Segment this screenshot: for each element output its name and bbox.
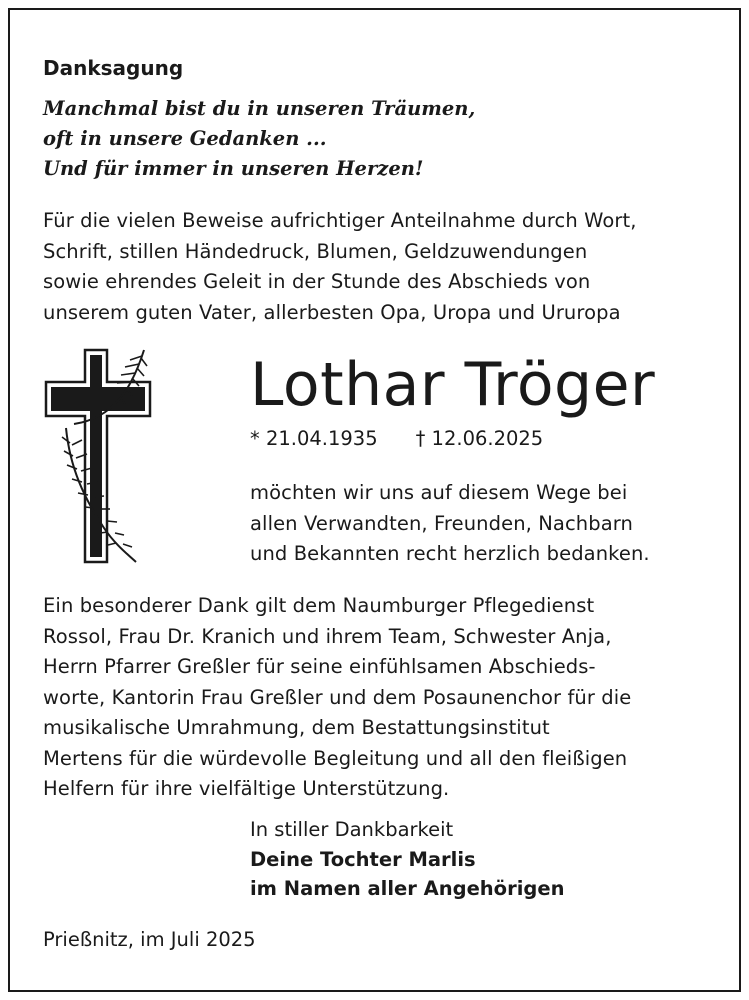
special-thanks-paragraph bbox=[43, 591, 631, 805]
text-line: Für die vielen Beweise aufrichtiger Anteilnahme durch Wort, bbox=[43, 209, 637, 232]
signature-family: im Namen aller Angehörigen bbox=[250, 877, 565, 900]
death-date: † 12.06.2025 bbox=[415, 427, 544, 450]
place-and-date: Prießnitz, im Juli 2025 bbox=[43, 928, 256, 951]
birth-date: * 21.04.1935 bbox=[250, 427, 378, 450]
text-line: und Bekannten recht herzlich bedanken. bbox=[250, 542, 650, 565]
deceased-name: Lothar Tröger bbox=[250, 350, 656, 420]
text-line: möchten wir uns auf diesem Wege bei bbox=[250, 481, 628, 504]
poem-line: oft in unsere Gedanken ... bbox=[43, 127, 327, 150]
text-line: Rossol, Frau Dr. Kranich und ihrem Team, Schwester Anja, bbox=[43, 624, 612, 648]
text-line: Schrift, stillen Händedruck, Blumen, Geldzuwendungen bbox=[43, 239, 588, 263]
text-line: worte, Kantorin Frau Greßler und dem Posaunenchor für die bbox=[43, 685, 632, 709]
text-line: Herrn Pfarrer Greßler für seine einfühlsamen Abschieds- bbox=[43, 655, 596, 678]
signature-name: Deine Tochter Marlis bbox=[250, 847, 476, 871]
poem-line: Manchmal bist du in unseren Träumen, bbox=[43, 97, 476, 120]
text-line: Ein besonderer Dank gilt dem Naumburger Pflegedienst bbox=[43, 594, 595, 617]
notice-heading: Danksagung bbox=[43, 56, 184, 80]
poem-line: Und für immer in unseren Herzen! bbox=[43, 157, 424, 180]
signature-block bbox=[250, 815, 564, 904]
cross-with-palm-branch-icon bbox=[44, 348, 156, 566]
signature-closing: In stiller Dankbarkeit bbox=[250, 818, 454, 841]
intro-paragraph bbox=[43, 206, 637, 328]
text-line: musikalische Umrahmung, dem Bestattungsinstitut bbox=[43, 716, 550, 739]
text-line: sowie ehrendes Geleit in der Stunde des Abschieds von bbox=[43, 270, 591, 293]
thanks-paragraph bbox=[250, 478, 650, 570]
life-dates bbox=[250, 425, 543, 453]
text-line: Helfern für ihre vielfältige Unterstützung. bbox=[43, 777, 450, 800]
text-line: Mertens für die würdevolle Begleitung und all den fleißigen bbox=[43, 746, 628, 770]
poem bbox=[43, 94, 475, 184]
text-line: allen Verwandten, Freunden, Nachbarn bbox=[250, 511, 634, 535]
text-line: unserem guten Vater, allerbesten Opa, Uropa und Ururopa bbox=[43, 300, 621, 324]
